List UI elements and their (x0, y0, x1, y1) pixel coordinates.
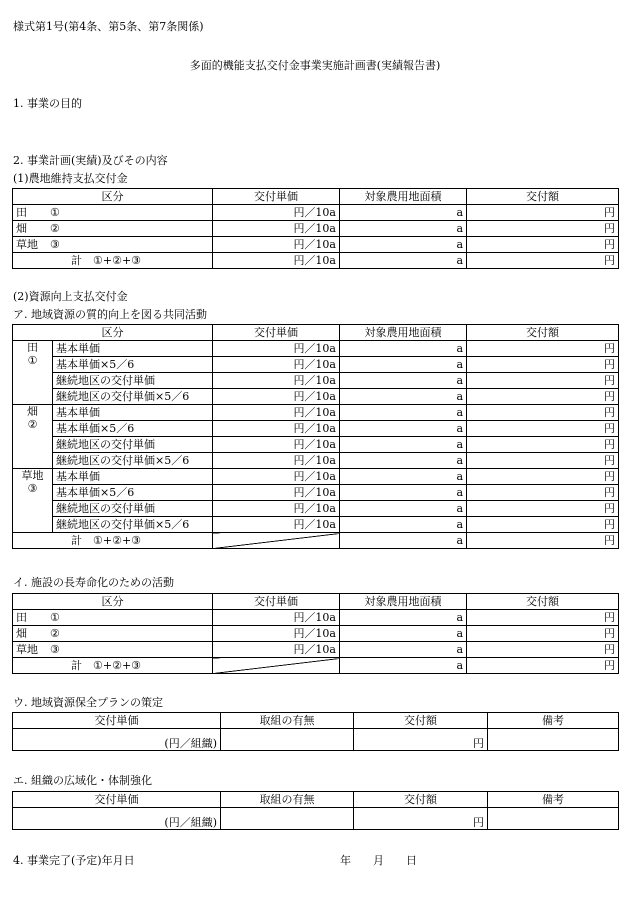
form-number: 様式第1号(第4条、第5条、第7条関係) (13, 20, 204, 33)
tanka-cell[interactable]: 円／10a (213, 501, 340, 517)
tanka-cell[interactable]: 円／10a (213, 610, 340, 626)
tanka-cell[interactable]: 円／10a (213, 642, 340, 658)
section-1-heading: 1. 事業の目的 (13, 97, 82, 110)
menseki-cell[interactable]: a (340, 642, 467, 658)
gaku-cell[interactable]: 円 (467, 533, 619, 549)
row-name: 田 (16, 610, 27, 624)
gaku-cell[interactable]: 円 (467, 517, 619, 533)
gaku-cell[interactable]: 円 (467, 373, 619, 389)
row-name: 草地 (16, 642, 38, 656)
item-label: 基本単価×5／6 (53, 421, 213, 437)
total-label: 計 (71, 533, 82, 547)
header-gaku: 交付額 (467, 325, 619, 341)
gaku-cell[interactable]: 円 (467, 253, 619, 269)
header-menseki: 対象農用地面積 (340, 594, 467, 610)
table-row (13, 517, 619, 533)
row-name: 畑 (16, 626, 27, 640)
gaku-cell[interactable]: 円 (467, 221, 619, 237)
row-name: 草地 (16, 237, 38, 251)
menseki-cell[interactable]: a (340, 501, 467, 517)
menseki-cell[interactable]: a (340, 405, 467, 421)
tanka-cell[interactable]: 円／10a (213, 205, 340, 221)
row-number: ① (50, 205, 60, 219)
tanka-cell[interactable]: 円／10a (213, 357, 340, 373)
row-number: ③ (50, 237, 60, 251)
group-cell-ta (13, 341, 53, 405)
section-4-heading: 4. 事業完了(予定)年月日 (13, 854, 135, 867)
menseki-cell[interactable]: a (340, 389, 467, 405)
header-menseki: 対象農用地面積 (340, 189, 467, 205)
gaku-cell[interactable]: 円 (467, 453, 619, 469)
completion-date-field[interactable]: 年 月 日 (340, 854, 417, 867)
header-kubun: 区分 (13, 594, 213, 610)
section-e-heading: エ. 組織の広域化・体制強化 (13, 774, 152, 787)
item-label: 継続地区の交付単価×5／6 (53, 389, 213, 405)
umu-cell[interactable] (221, 729, 354, 751)
tanka-cell[interactable]: (円／組織) (13, 729, 221, 751)
item-label: 基本単価 (53, 341, 213, 357)
group-number: ① (27, 354, 38, 368)
table-organization-strengthening (12, 791, 619, 830)
total-row (13, 658, 619, 674)
header-gaku: 交付額 (467, 594, 619, 610)
table-row (13, 469, 619, 485)
gaku-cell[interactable]: 円 (354, 808, 488, 830)
gaku-cell[interactable]: 円 (467, 658, 619, 674)
table-row (13, 642, 619, 658)
tanka-cell[interactable]: 円／10a (213, 341, 340, 357)
header-tanka: 交付単価 (213, 189, 340, 205)
section-2-1-heading: (1)農地維持支払交付金 (13, 172, 128, 185)
biko-cell[interactable] (488, 729, 619, 751)
tanka-cell[interactable]: (円／組織) (13, 808, 221, 830)
table-facility-longevity (12, 593, 619, 674)
total-row (13, 533, 619, 549)
tanka-cell[interactable]: 円／10a (213, 389, 340, 405)
gaku-cell[interactable]: 円 (467, 485, 619, 501)
tanka-cell[interactable]: 円／10a (213, 421, 340, 437)
tanka-cell[interactable]: 円／10a (213, 237, 340, 253)
group-number: ② (27, 418, 38, 432)
menseki-cell[interactable]: a (340, 421, 467, 437)
gaku-cell[interactable]: 円 (467, 610, 619, 626)
tanka-cell[interactable]: 円／10a (213, 221, 340, 237)
tanka-cell[interactable]: 円／10a (213, 405, 340, 421)
menseki-cell[interactable]: a (340, 533, 467, 549)
row-name: 田 (16, 205, 27, 219)
header-gaku: 交付額 (354, 713, 488, 729)
diagonal-blank-cell (213, 533, 340, 549)
group-cell-hata (13, 405, 53, 469)
header-kubun: 区分 (13, 189, 213, 205)
table-row (13, 373, 619, 389)
row-number: ② (50, 626, 60, 640)
item-label: 継続地区の交付単価 (53, 437, 213, 453)
header-gaku: 交付額 (467, 189, 619, 205)
item-label: 継続地区の交付単価 (53, 373, 213, 389)
header-gaku: 交付額 (354, 792, 488, 808)
table-row (13, 437, 619, 453)
row-number: ③ (50, 642, 60, 656)
gaku-cell[interactable]: 円 (467, 421, 619, 437)
table-row (13, 610, 619, 626)
gaku-cell[interactable]: 円 (467, 437, 619, 453)
gaku-cell[interactable]: 円 (467, 389, 619, 405)
header-tanka: 交付単価 (13, 792, 221, 808)
total-formula: ①+②+③ (93, 533, 142, 547)
group-name: 草地 (21, 469, 44, 482)
gaku-cell[interactable]: 円 (467, 501, 619, 517)
table-row (13, 357, 619, 373)
tanka-cell[interactable]: 円／10a (213, 373, 340, 389)
gaku-cell[interactable]: 円 (467, 357, 619, 373)
header-tanka: 交付単価 (213, 594, 340, 610)
item-label: 継続地区の交付単価 (53, 501, 213, 517)
header-kubun: 区分 (13, 325, 213, 341)
gaku-cell[interactable]: 円 (467, 341, 619, 357)
menseki-cell[interactable]: a (340, 341, 467, 357)
section-2-heading: 2. 事業計画(実績)及びその内容 (13, 154, 168, 167)
item-label: 継続地区の交付単価×5／6 (53, 517, 213, 533)
table-quality-improvement (12, 324, 619, 549)
menseki-cell[interactable]: a (340, 357, 467, 373)
group-name: 田 (27, 341, 38, 354)
menseki-cell[interactable]: a (340, 253, 467, 269)
item-label: 基本単価 (53, 405, 213, 421)
diagonal-blank-cell (213, 658, 340, 674)
gaku-cell[interactable]: 円 (354, 729, 488, 751)
total-formula: ①+②+③ (93, 253, 142, 267)
item-label: 継続地区の交付単価×5／6 (53, 453, 213, 469)
gaku-cell[interactable]: 円 (467, 405, 619, 421)
table-conservation-plan (12, 712, 619, 751)
menseki-cell[interactable]: a (340, 373, 467, 389)
gaku-cell[interactable]: 円 (467, 469, 619, 485)
row-number: ② (50, 221, 60, 235)
table-farmland-maintenance (12, 188, 619, 269)
item-label: 基本単価×5／6 (53, 357, 213, 373)
table-row (13, 221, 619, 237)
menseki-cell[interactable]: a (340, 658, 467, 674)
table-row (13, 453, 619, 469)
menseki-cell[interactable]: a (340, 485, 467, 501)
group-name: 畑 (27, 405, 38, 418)
total-label: 計 (71, 658, 82, 672)
tanka-cell[interactable]: 円／10a (213, 253, 340, 269)
header-umu: 取組の有無 (221, 713, 354, 729)
item-label: 基本単価 (53, 469, 213, 485)
tanka-cell[interactable]: 円／10a (213, 517, 340, 533)
document-title: 多面的機能支払交付金事業実施計画書(実績報告書) (189, 59, 441, 72)
menseki-cell[interactable]: a (340, 517, 467, 533)
tanka-cell[interactable]: 円／10a (213, 437, 340, 453)
menseki-cell[interactable]: a (340, 469, 467, 485)
gaku-cell[interactable]: 円 (467, 626, 619, 642)
menseki-cell[interactable]: a (340, 610, 467, 626)
header-tanka: 交付単価 (213, 325, 340, 341)
umu-cell[interactable] (221, 808, 354, 830)
tanka-cell[interactable]: 円／10a (213, 626, 340, 642)
section-i-heading: イ. 施設の長寿命化のための活動 (13, 576, 174, 589)
header-biko: 備考 (488, 713, 619, 729)
table-row (13, 729, 619, 751)
table-row (13, 485, 619, 501)
group-number: ③ (27, 482, 38, 496)
gaku-cell[interactable]: 円 (467, 237, 619, 253)
total-label: 計 (71, 253, 82, 267)
menseki-cell[interactable]: a (340, 437, 467, 453)
section-u-heading: ウ. 地域資源保全プランの策定 (13, 696, 163, 709)
gaku-cell[interactable]: 円 (467, 642, 619, 658)
table-row (13, 389, 619, 405)
table-row (13, 501, 619, 517)
tanka-cell[interactable]: 円／10a (213, 469, 340, 485)
menseki-cell[interactable]: a (340, 221, 467, 237)
row-name: 畑 (16, 221, 27, 235)
table-row (13, 626, 619, 642)
table-row (13, 405, 619, 421)
tanka-cell[interactable]: 円／10a (213, 453, 340, 469)
table-row (13, 808, 619, 830)
table-row (13, 237, 619, 253)
gaku-cell[interactable]: 円 (467, 205, 619, 221)
tanka-cell[interactable]: 円／10a (213, 485, 340, 501)
menseki-cell[interactable]: a (340, 453, 467, 469)
menseki-cell[interactable]: a (340, 237, 467, 253)
menseki-cell[interactable]: a (340, 626, 467, 642)
table-row (13, 205, 619, 221)
header-biko: 備考 (488, 792, 619, 808)
menseki-cell[interactable]: a (340, 205, 467, 221)
table-row (13, 341, 619, 357)
table-row (13, 421, 619, 437)
section-a-heading: ア. 地域資源の質的向上を図る共同活動 (13, 308, 207, 321)
total-row (13, 253, 619, 269)
row-number: ① (50, 610, 60, 624)
header-umu: 取組の有無 (221, 792, 354, 808)
group-cell-souchi (13, 469, 53, 533)
header-tanka: 交付単価 (13, 713, 221, 729)
total-formula: ①+②+③ (93, 658, 142, 672)
biko-cell[interactable] (488, 808, 619, 830)
item-label: 基本単価×5／6 (53, 485, 213, 501)
section-2-2-heading: (2)資源向上支払交付金 (13, 290, 128, 303)
header-menseki: 対象農用地面積 (340, 325, 467, 341)
